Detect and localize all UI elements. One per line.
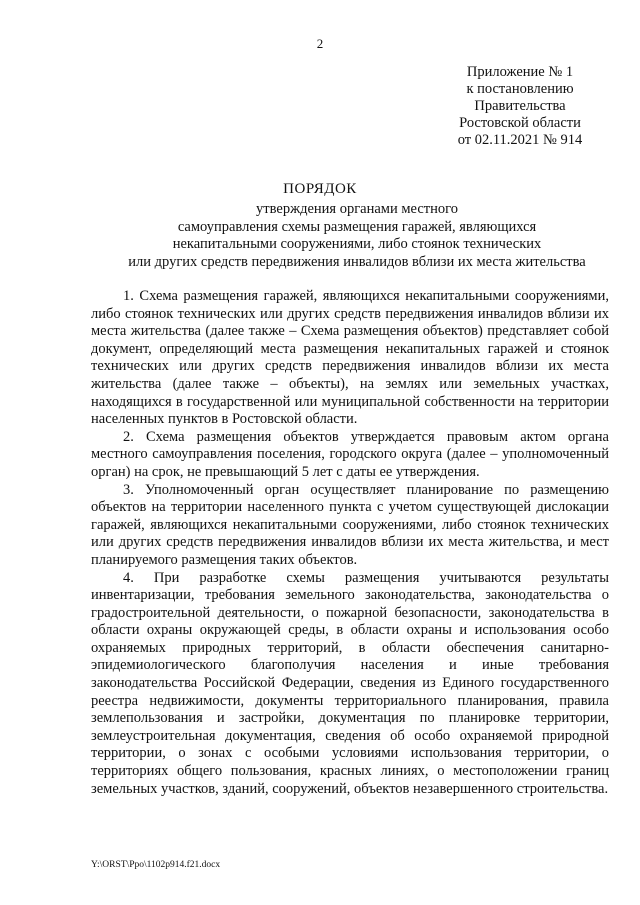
appendix-block — [440, 64, 600, 149]
appendix-line: к постановлению — [466, 81, 574, 97]
paragraph-2: 2. Схема размещения объектов утверждается правовым актом органа местного самоуправления поселения, городского округа (далее – уполномоченный орган) на срок, не превышающий 5 лет с даты ее утверждения. — [91, 428, 609, 480]
paragraph-4: 4. При разработке схемы размещения учитываются результаты инвентаризации, требования земельного законодательства, законодательства о градостроительной деятельности, о пожарной безопасности, законодательства в области охраны окружающей среды, в области охраны и использования особо охраняемых природных территорий, в области обеспечения санитарно-эпидемиологического благополучия населения и иные требования законодательства Российской Федерации, сведения из Единого государственного реестра недвижимости, документы территориального планирования, правила землепользования и застройки, документация по планировке территории, землеустроительная документация, сведения об особо охраняемой природной территории, о зонах с особыми условиями использования территории, о территориях общего пользования, красных линиях, о местоположении границ земельных участков, зданий, сооружений, объектов незавершенного строительства. — [91, 569, 609, 797]
page-number: 2 — [316, 36, 324, 51]
appendix-line: Правительства — [474, 98, 566, 114]
subtitle-line: самоуправления схемы размещения гаражей, являющихся — [177, 218, 537, 235]
document-title: ПОРЯДОК — [283, 181, 357, 197]
subtitle-line: или других средств передвижения инвалидов вблизи их места жительства — [128, 253, 586, 270]
appendix-line: Приложение № 1 — [466, 64, 574, 80]
file-path-footer: Y:\ORST\Ppo\1102p914.f21.docx — [91, 860, 221, 870]
document-subtitle — [100, 201, 614, 271]
paragraph-3: 3. Уполномоченный орган осуществляет планирование по размещению объектов на территории населенного пункта с учетом существующей дислокации гаражей, являющихся некапитальными сооружениями, либо стоянок технических или других средств передвижения инвалидов вблизи их места жительства, и мест планируемого размещения таких объектов. — [91, 481, 609, 568]
paragraph-1: 1. Схема размещения гаражей, являющихся некапитальными сооружениями, либо стоянок технических или других средств передвижения инвалидов вблизи их места жительства (далее также – Схема размещения объектов) представляет собой документ, определяющий места размещения некапитальных гаражей и стоянок технических или других средств передвижения инвалидов вблизи их места жительства (далее также – объекты), на землях или земельных участках, находящихся в государственной или муниципальной собственности на территории населенных пунктов в Ростовской области. — [91, 288, 609, 428]
appendix-line: Ростовской области — [459, 115, 581, 131]
subtitle-line: утверждения органами местного — [256, 201, 458, 217]
subtitle-line: некапитальными сооружениями, либо стоянок технических — [172, 236, 542, 252]
appendix-line: от 02.11.2021 № 914 — [457, 132, 583, 148]
document-body — [91, 288, 609, 798]
